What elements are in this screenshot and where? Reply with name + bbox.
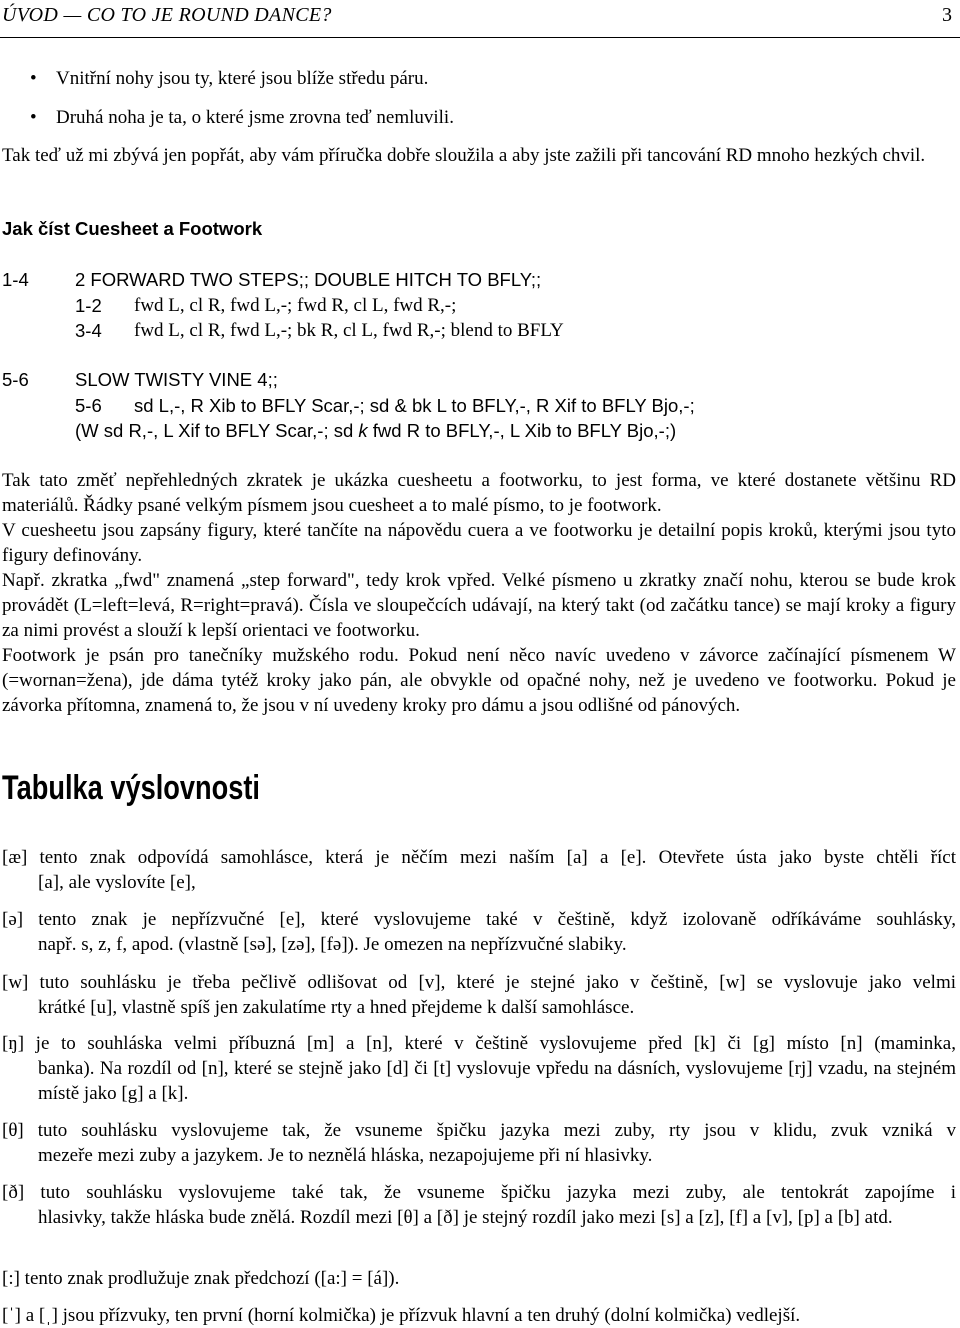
page-number: 3 — [942, 4, 952, 26]
footwork-measure: 3-4 — [75, 320, 102, 341]
pronunciation-entry: [ŋ] je to souhláska velmi příbuzná [m] a [n], které v češtině vyslovujeme před [k] či [g] místo [n] (maminka, banka). Na rozdíl od [n], které se stejně jako [d] či [t] vyslovuje vpředu na dásních, vyslovujeme [rj] vzadu, na stejném místě jako [g] a [k]. — [2, 1033, 956, 1104]
footwork-line: fwd L, cl R, fwd L,-; fwd R, cl L, fwd R,-; — [134, 295, 457, 316]
section-heading-cuesheet: Jak číst Cuesheet a Footwork — [2, 218, 263, 239]
footwork-line: sd L,-, R Xib to BFLY Scar,-; sd & bk L to BFLY,-, R Xif to BFLY Bjo,-; — [134, 395, 695, 416]
pronunciation-entry: [ˈ] a [ˌ] jsou přízvuky, ten první (horní kolmička) je přízvuk hlavní a ten druhý (dolní kolmička) vedlejší. — [2, 1305, 801, 1326]
header-rule — [0, 37, 960, 38]
pronunciation-entry: [:] tento znak prodlužuje znak předchozí ([a:] = [á]). — [2, 1268, 400, 1289]
footwork-line-women: (W sd R,-, L Xif to BFLY Scar,-; sd k fwd R to BFLY,-, L Xib to BFLY Bjo,-;) — [75, 420, 677, 441]
explanation-paragraph: Např. zkratka „fwd" znamená „step forward", tedy krok vpřed. Velké písmeno u zkratky značí nohu, kterou se bude krok provádět (L=left=levá, R=right=pravá). Čísla ve sloupečcích udávají, na který takt (od začátku tance) se mají kroky a figury za nimi provést a slouží k lepší orientaci ve footworku. — [2, 570, 956, 641]
intro-paragraph: Tak teď už mi zbývá jen popřát, aby vám příručka dobře sloužila a aby jste zažili při tancování RD mnoho hezkých chvil. — [2, 145, 926, 166]
measure-label: 1-4 — [2, 269, 29, 290]
explanation-paragraph: Footwork je psán pro tanečníky mužského rodu. Pokud není něco navíc uvedeno v závorce začínající písmenem W (=wornan=žena), jde dáma tytéž kroky jako pán, ale obvykle od opačné nohy, než je uvedeno ve footworku. Pokud je závorka přítomna, znamená to, že jsou v ní uvedeny kroky pro dámu a jsou odlišné od pánových. — [2, 645, 956, 716]
section-heading-pronunciation: Tabulka výslovnosti — [2, 769, 260, 807]
explanation-paragraph: V cuesheetu jsou zapsány figury, které tančíte na nápovědu cuera a ve footworku je detailní popis kroků, kterými jsou tyto figury definovány. — [2, 520, 956, 566]
running-header: ÚVOD — CO TO JE ROUND DANCE? — [2, 4, 332, 26]
cue-line: SLOW TWISTY VINE 4;; — [75, 369, 278, 390]
footwork-line: fwd L, cl R, fwd L,-; bk R, cl L, fwd R,-; blend to BFLY — [134, 320, 564, 341]
bullet-icon: • — [30, 68, 37, 89]
explanation-paragraph: Tak tato změť nepřehledných zkratek je ukázka cuesheetu a footworku, to jest forma, ve které dostanete většinu RD materiálů. Řádky psané velkým písmem jsou cuesheet a to malé písmo, to je footwork. — [2, 470, 956, 516]
bullet-item: Druhá noha je ta, o které jsme zrovna teď nemluvili. — [56, 107, 454, 128]
measure-label: 5-6 — [2, 369, 29, 390]
footwork-measure: 1-2 — [75, 295, 102, 316]
pronunciation-entry: [w] tuto souhlásku je třeba pečlivě odlišovat od [v], které je stejné jako v češtině, [w] se vyslovuje jako velmi krátké [u], vlastně spíš jen zakulatíme rty a hned přejdeme k další samohlásce. — [2, 972, 956, 1018]
pronunciation-entry: [ð] tuto souhlásku vyslovujeme také tak, že vsuneme špičku jazyka mezi zuby, ale tentokrát zapojíme i hlasivky, takže hláska bude znělá. Rozdíl mezi [θ] a [ð] je stejný rozdíl jako mezi [s] a [z], [f] a [v], [p] a [b] atd. — [2, 1182, 956, 1228]
bullet-icon: • — [30, 107, 37, 128]
cue-line: 2 FORWARD TWO STEPS;; DOUBLE HITCH TO BFLY;; — [75, 269, 542, 290]
pronunciation-entry: [æ] tento znak odpovídá samohlásce, která je něčím mezi naším [a] a [e]. Otevřete ústa jako byste chtěli říct [a], ale vyslovíte [e], — [2, 847, 956, 893]
pronunciation-entry: [ə] tento znak je nepřízvučné [e], které vyslovujeme také v češtině, když izolovaně odříkáváme souhlásky, např. s, z, f, apod. (vlastně [sə], [zə], [fə]). Je omezen na nepřízvučné slabiky. — [2, 909, 956, 955]
footwork-measure: 5-6 — [75, 395, 102, 416]
pronunciation-entry: [θ] tuto souhlásku vyslovujeme tak, že vsuneme špičku jazyka mezi zuby, rty jsou v klidu, zvuk vzniká v mezeře mezi zuby a jazykem. Je to neznělá hláska, nezapojujeme při ní hlasivky. — [2, 1120, 956, 1166]
bullet-item: Vnitřní nohy jsou ty, které jsou blíže středu páru. — [56, 68, 429, 89]
